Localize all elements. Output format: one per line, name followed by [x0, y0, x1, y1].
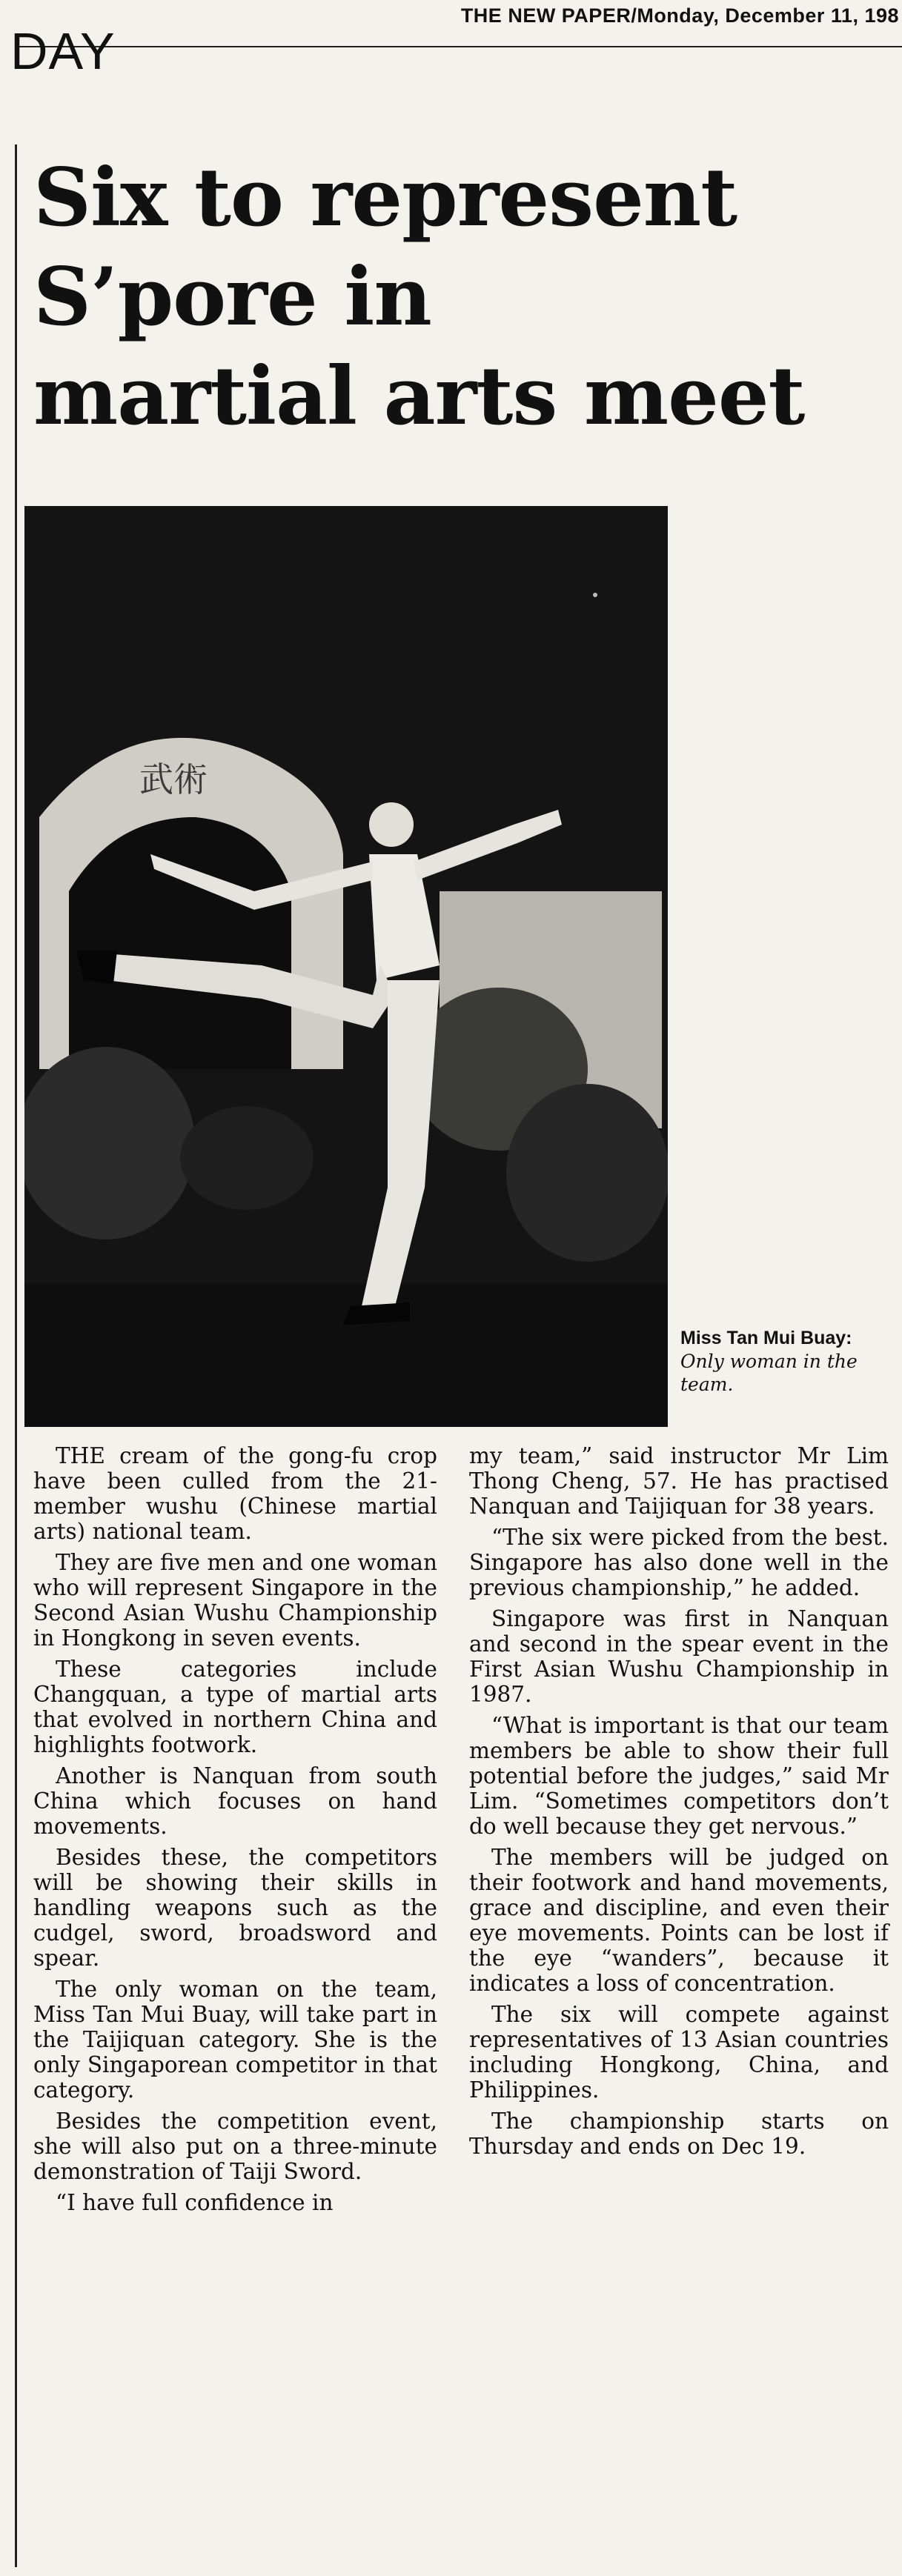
photo-martial-artist [24, 506, 668, 1427]
article-paragraph: “What is important is that our team members be able to show their full potential before the judges,” said Mr Lim. “Sometimes competitors don’t do well because they get nervous.” [469, 1713, 889, 1839]
article-paragraph: The members will be judged on their footwork and hand movements, grace and discipline, and even their eye movements. Points can be lost if the eye “wanders”, because it indicates a loss of concentration. [469, 1845, 889, 1996]
article-column-left [33, 1443, 437, 2221]
column-rule [15, 144, 17, 2567]
gate-sign: 武術 [139, 759, 208, 799]
article-column-right [469, 1443, 889, 2165]
article-paragraph: They are five men and one woman who will represent Singapore in the Second Asian Wushu Championship in Hongkong in seven events. [33, 1550, 437, 1651]
article-paragraph: The only woman on the team, Miss Tan Mui Buay, will take part in the Taijiquan category. She is the only Singaporean competitor in that category. [33, 1977, 437, 2103]
caption-name: Miss Tan Mui Buay: [680, 1328, 852, 1348]
article-paragraph: Besides the competition event, she will also put on a three-minute demonstration of Taiji Sword. [33, 2109, 437, 2184]
photo-illustration [24, 506, 668, 1427]
article-paragraph: Singapore was first in Nanquan and second in the spear event in the First Asian Wushu Championship in 1987. [469, 1606, 889, 1707]
section-tag: DAY [10, 22, 116, 80]
masthead [10, 0, 902, 80]
article-paragraph: “The six were picked from the best. Singapore has also done well in the previous championship,” he added. [469, 1525, 889, 1600]
article-paragraph: my team,” said instructor Mr Lim Thong Cheng, 57. He has practised Nanquan and Taijiquan for 38 years. [469, 1443, 889, 1519]
article-paragraph: The six will compete against representatives of 13 Asian countries including Hongkong, China, and Philippines. [469, 2002, 889, 2103]
article-paragraph: THE cream of the gong-fu crop have been culled from the 21-member wushu (Chinese martial arts) national team. [33, 1443, 437, 1544]
dateline: THE NEW PAPER/Monday, December 11, 198 [460, 4, 899, 27]
photo-caption [680, 1326, 895, 1396]
article-paragraph: Besides these, the competitors will be showing their skills in handling weapons such as the cudgel, sword, broadsword and spear. [33, 1845, 437, 1971]
headline-line-2: S’pore in [33, 250, 431, 344]
article-paragraph: “I have full confidence in [56, 2190, 334, 2215]
headline-line-3: martial arts meet [33, 350, 805, 443]
headline-line-1: Six to represent [33, 151, 737, 244]
caption-text: Only woman in the team. [680, 1351, 858, 1395]
article-paragraph: The championship starts on Thursday and ends on Dec 19. [469, 2109, 889, 2159]
headline [33, 148, 893, 446]
article-paragraph: These categories include Changquan, a type of martial arts that evolved in northern China and highlights footwork. [33, 1657, 437, 1757]
article-paragraph: Another is Nanquan from south China which focuses on hand movements. [33, 1763, 437, 1839]
